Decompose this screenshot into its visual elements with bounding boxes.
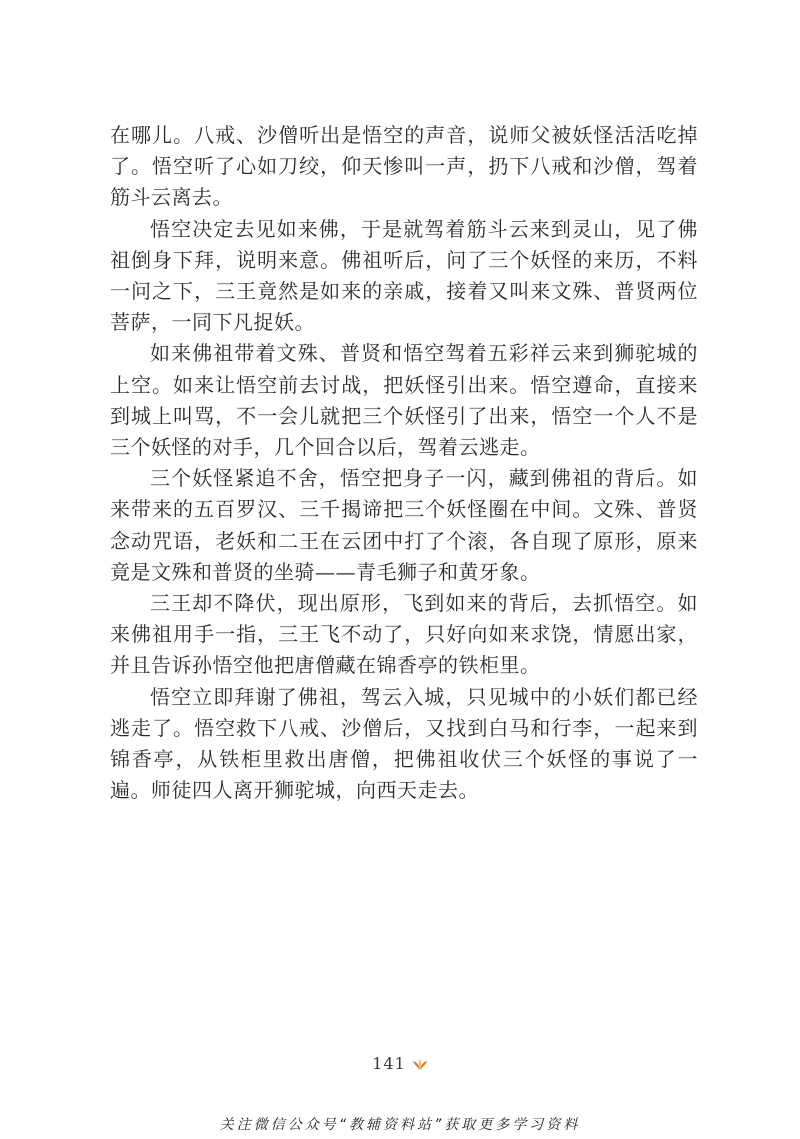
page-number: 141 <box>372 1054 406 1073</box>
leaf-icon <box>412 1057 428 1071</box>
paragraph-4: 三个妖怪紧追不舍，悟空把身子一闪，藏到佛祖的背后。如来带来的五百罗汉、三千揭谛把三个妖怪圈在中间。文殊、普贤念动咒语，老妖和二王在云团中打了个滚，各自现了原形，原来竟是文殊和普贤的坐骑——青毛狮子和黄牙象。 <box>110 466 698 584</box>
page-footer <box>0 1054 800 1073</box>
paragraph-1: 在哪儿。八戒、沙僧听出是悟空的声音，说师父被妖怪活活吃掉了。悟空听了心如刀绞，仰天惨叫一声，扔下八戒和沙僧，驾着筋斗云离去。 <box>110 123 698 210</box>
paragraph-5: 三王却不降伏，现出原形，飞到如来的背后，去抓悟空。如来佛祖用手一指，三王飞不动了，只好向如来求饶，情愿出家，并且告诉孙悟空他把唐僧藏在锦香亭的铁柜里。 <box>110 591 698 678</box>
body-text <box>110 120 698 806</box>
paragraph-6: 悟空立即拜谢了佛祖，驾云入城，只见城中的小妖们都已经逃走了。悟空救下八戒、沙僧后，又找到白马和行李，一起来到锦香亭，从铁柜里救出唐僧，把佛祖收伏三个妖怪的事说了一遍。师徒四人离开狮驼城，向西天走去。 <box>110 684 698 803</box>
paragraph-3: 如来佛祖带着文殊、普贤和悟空驾着五彩祥云来到狮驼城的上空。如来让悟空前去讨战，把妖怪引出来。悟空遵命，直接来到城上叫骂，不一会儿就把三个妖怪引了出来，悟空一个人不是三个妖怪的对手，几个回合以后，驾着云逃走。 <box>110 341 698 460</box>
paragraph-2: 悟空决定去见如来佛，于是就驾着筋斗云来到灵山，见了佛祖倒身下拜，说明来意。佛祖听后，问了三个妖怪的来历，不料一问之下，三王竟然是如来的亲戚，接着又叫来文殊、普贤两位菩萨，一同下凡捉妖。 <box>110 216 698 335</box>
footer-note: 关注微信公众号“教辅资料站”获取更多学习资料 <box>219 1117 581 1133</box>
